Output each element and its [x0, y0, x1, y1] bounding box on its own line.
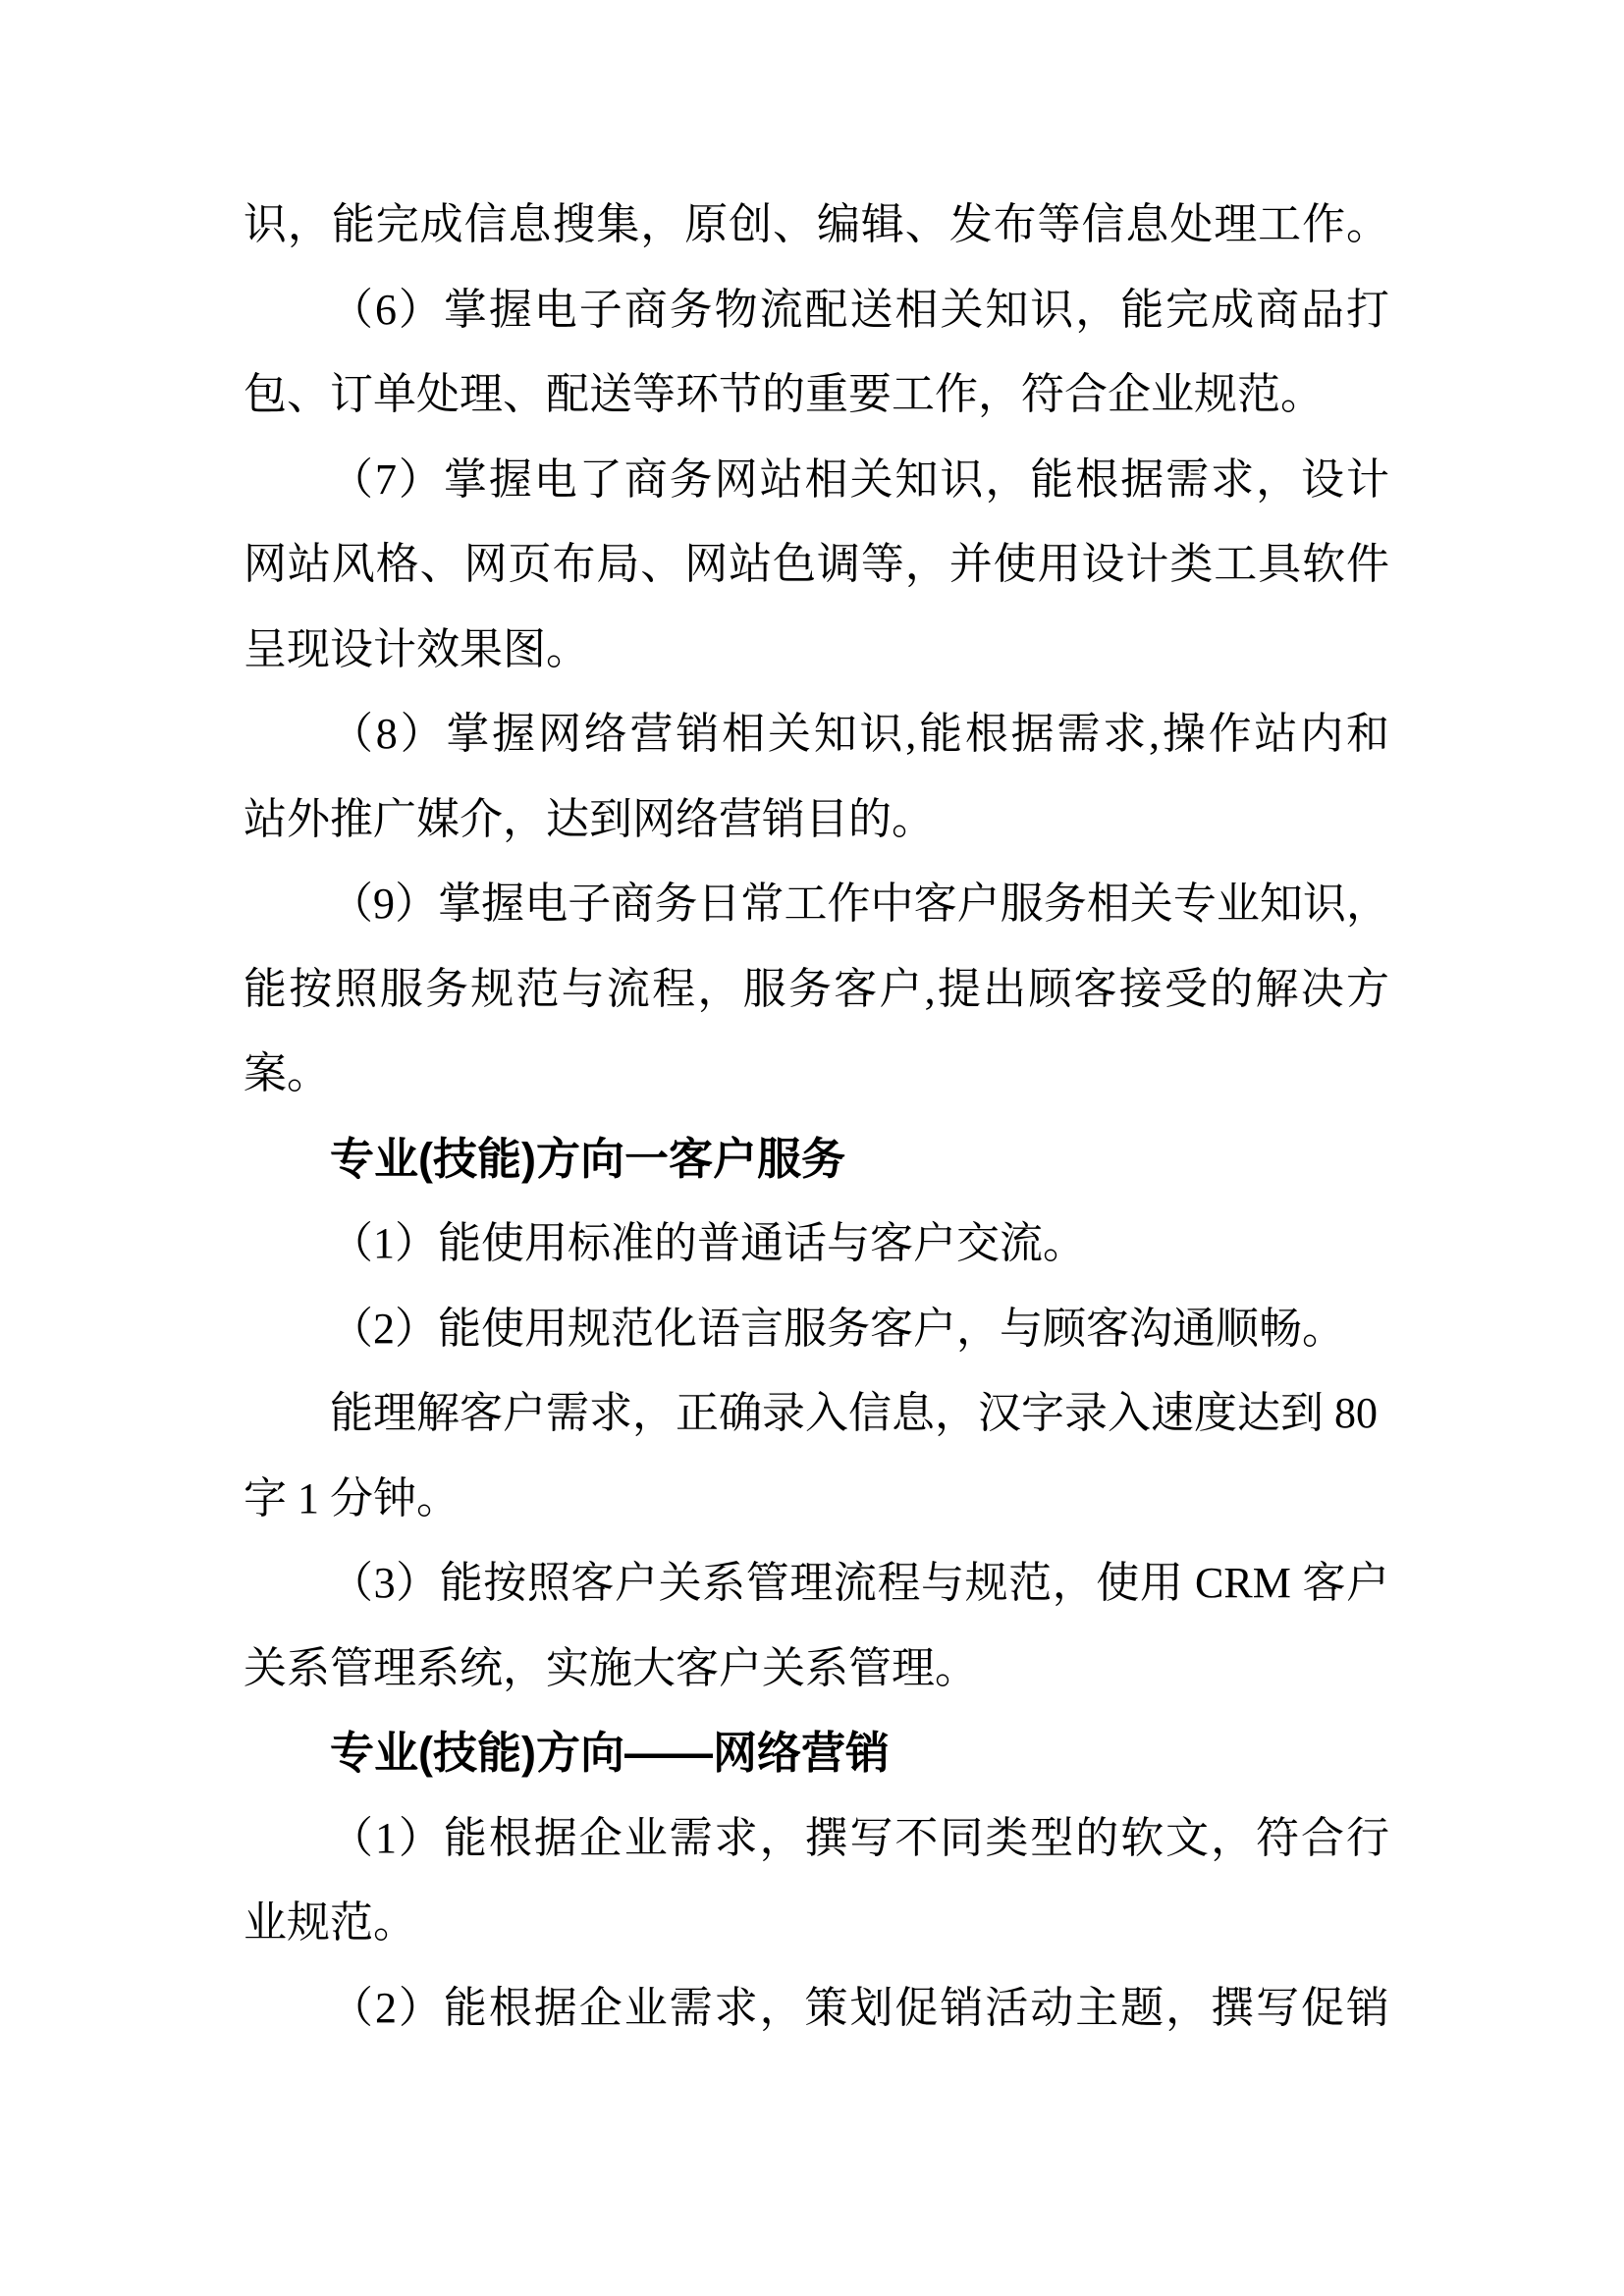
- section-heading: 专业(技能)方向——网络营销: [330, 1728, 890, 1778]
- text-line: （2）能使用规范化语言服务客户，与顾客沟通顺畅。: [330, 1304, 1345, 1353]
- text-line: 关系管理系统，实施大客户关系管理。: [244, 1643, 978, 1692]
- text-line: 包、订单处理、配送等环节的重要工作，符合企业规范。: [244, 370, 1324, 418]
- text-line: （2）能根据企业需求，策划促销活动主题，撰写促销: [330, 1983, 1389, 2032]
- text-line: 能按照服务规范与流程，服务客户,提出顾客接受的解决方: [244, 964, 1389, 1013]
- text-line: （8）掌握网络营销相关知识,能根据需求,操作站内和: [330, 710, 1389, 758]
- text-line: （1）能根据企业需求，撰写不同类型的软文，符合行: [330, 1813, 1389, 1862]
- section-heading: 专业(技能)方向一客户服务: [330, 1133, 845, 1184]
- text-line: 站外推广媒介，达到网络营销目的。: [244, 794, 935, 843]
- text-line: （7）掌握电了商务网站相关知识，能根据需求，设计: [330, 454, 1389, 504]
- text-line: 案。: [244, 1049, 330, 1097]
- text-line: （6）掌握电子商务物流配送相关知识，能完成商品打: [330, 285, 1389, 334]
- text-line: 字 1 分钟。: [244, 1473, 460, 1522]
- text-line: （9）掌握电子商务日常工作中客户服务相关专业知识，: [330, 880, 1389, 928]
- text-line: （1）能使用标准的普通话与客户交流。: [330, 1219, 1086, 1267]
- text-line: 能理解客户需求，正确录入信息，汉字录入速度达到 80: [330, 1389, 1378, 1437]
- text-line: 网站风格、网页布局、网站色调等，并使用设计类工具软件: [244, 540, 1389, 588]
- text-line: 业规范。: [244, 1898, 416, 1947]
- text-line: （3）能按照客户关系管理流程与规范，使用 CRM 客户: [330, 1559, 1389, 1607]
- text-line: 识，能完成信息搜集，原创、编辑、发布等信息处理工作。: [244, 200, 1389, 248]
- text-line: 呈现设计效果图。: [244, 624, 589, 673]
